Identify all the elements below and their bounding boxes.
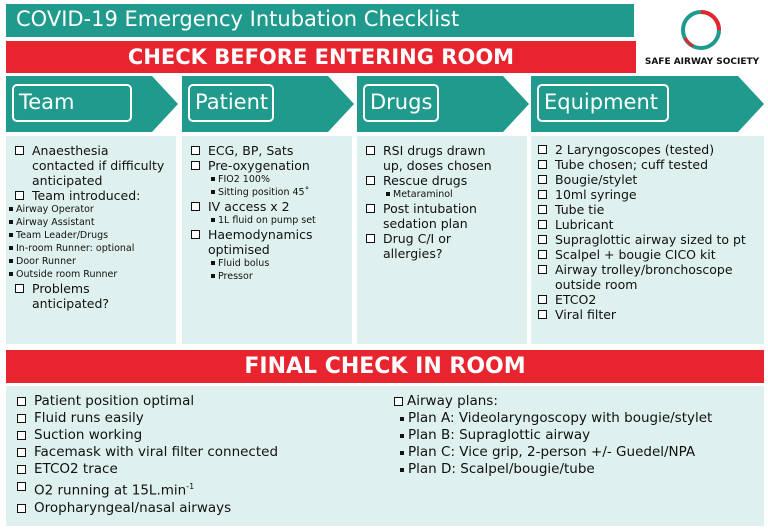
checklist-item[interactable]	[12, 281, 164, 311]
item-line: Anaesthesia	[32, 143, 109, 158]
equipment-header	[531, 76, 764, 132]
item-line: Tube chosen; cuff tested	[555, 157, 709, 172]
checklist-item[interactable]	[12, 143, 164, 188]
team-role: Airway Operator	[6, 203, 164, 216]
final-checklist-item[interactable]	[12, 410, 278, 427]
logo-text: SAFE AIRWAY SOCIETY	[644, 57, 760, 67]
team-role: Outside room Runner	[6, 268, 164, 281]
checklist-item[interactable]	[535, 172, 746, 187]
checklist-item[interactable]	[188, 158, 316, 173]
checkbox[interactable]	[538, 265, 547, 274]
item-line: Post intubation	[383, 201, 477, 216]
final-checklist-item[interactable]	[12, 444, 278, 461]
checkbox[interactable]	[17, 504, 26, 513]
item-line: anticipated	[32, 173, 103, 188]
equipment-panel	[531, 136, 764, 344]
patient-header	[182, 76, 354, 132]
checkbox[interactable]	[17, 397, 26, 406]
item-line: Haemodynamics	[208, 227, 313, 242]
checkbox[interactable]	[17, 448, 26, 457]
checkbox[interactable]	[191, 230, 200, 239]
final-check-banner: FINAL CHECK IN ROOM	[6, 350, 764, 383]
checklist-item[interactable]	[535, 262, 746, 292]
patient-label: Patient	[195, 90, 269, 114]
checkbox[interactable]	[394, 397, 403, 406]
checklist-item[interactable]	[363, 201, 492, 231]
checkbox[interactable]	[538, 250, 547, 259]
item-line: Suction working	[34, 427, 143, 443]
final-check-panel	[6, 386, 764, 526]
item-line: IV access x 2	[208, 199, 290, 214]
item-line: Supraglottic airway sized to pt	[555, 232, 746, 247]
check-before-banner: CHECK BEFORE ENTERING ROOM	[6, 41, 636, 73]
item-line: Patient position optimal	[34, 393, 195, 409]
sub-item: 1L fluid on pump set	[188, 214, 316, 227]
checklist-item[interactable]	[535, 202, 746, 217]
item-line: anticipated?	[32, 296, 110, 311]
checkbox[interactable]	[538, 190, 547, 199]
checkbox[interactable]	[538, 160, 547, 169]
sub-item: FIO2 100%	[188, 173, 316, 186]
sub-item: Pressor	[188, 270, 316, 283]
team-role: Airway Assistant	[6, 216, 164, 229]
checklist-item[interactable]	[535, 292, 746, 307]
team-label: Team	[19, 90, 75, 114]
drugs-panel	[357, 136, 527, 344]
airway-plan: Plan C: Vice grip, 2-person +/- Guedel/NPA	[394, 444, 712, 461]
checklist-item[interactable]	[535, 157, 746, 172]
item-line: ECG, BP, Sats	[208, 143, 294, 158]
checklist-item[interactable]	[363, 231, 492, 261]
item-line: Oropharyngeal/nasal airways	[34, 499, 232, 516]
checklist-item[interactable]	[188, 199, 316, 214]
item-line: optimised	[208, 242, 270, 257]
checkbox[interactable]	[17, 414, 26, 423]
checkbox[interactable]	[191, 202, 200, 211]
checklist-item[interactable]	[535, 247, 746, 262]
sub-item: Metaraminol	[363, 188, 492, 201]
checklist-item[interactable]	[12, 188, 164, 203]
checkbox[interactable]	[15, 146, 24, 155]
item-line: Tube tie	[555, 202, 605, 217]
checkbox[interactable]	[538, 310, 547, 319]
checkbox[interactable]	[15, 284, 24, 293]
final-checklist-item[interactable]	[12, 500, 278, 517]
checkbox[interactable]	[366, 234, 375, 243]
superscript: -1	[186, 482, 195, 491]
checklist-item[interactable]	[363, 143, 492, 173]
final-checklist-item[interactable]	[12, 478, 278, 500]
checkbox[interactable]	[15, 191, 24, 200]
item-line: Problems	[32, 281, 90, 296]
checkbox[interactable]	[538, 145, 547, 154]
equipment-label: Equipment	[544, 90, 658, 114]
checklist-item[interactable]	[363, 173, 492, 188]
page-title: COVID-19 Emergency Intubation Checklist	[16, 7, 460, 31]
checkbox[interactable]	[366, 176, 375, 185]
item-line: Lubricant	[555, 217, 614, 232]
team-role: In-room Runner: optional	[6, 242, 164, 255]
airway-plan: Plan B: Supraglottic airway	[394, 427, 712, 444]
checklist-item[interactable]	[535, 217, 746, 232]
item-line: Facemask with viral filter connected	[34, 444, 279, 460]
checkbox[interactable]	[538, 295, 547, 304]
checkbox[interactable]	[191, 161, 200, 170]
item-line: sedation plan	[383, 216, 468, 231]
item-line: allergies?	[383, 246, 443, 261]
airway-plans-heading[interactable]	[394, 393, 712, 410]
team-role: Team Leader/Drugs	[6, 229, 164, 242]
drugs-header	[357, 76, 529, 132]
checkbox[interactable]	[538, 205, 547, 214]
final-checklist-item[interactable]	[12, 461, 278, 478]
item-line: 2 Laryngoscopes (tested)	[555, 142, 715, 157]
checkbox[interactable]	[538, 175, 547, 184]
item-line: Airway plans:	[407, 393, 498, 409]
final-checklist-item[interactable]	[12, 393, 278, 410]
sub-item: Fluid bolus	[188, 257, 316, 270]
team-header	[6, 76, 178, 132]
airway-plan: Plan A: Videolaryngoscopy with bougie/stylet	[394, 410, 712, 427]
item-line: contacted if difficulty	[32, 158, 165, 173]
checkbox[interactable]	[17, 431, 26, 440]
item-line: Scalpel + bougie CICO kit	[555, 247, 716, 262]
item-line: ETCO2	[555, 292, 597, 307]
checklist-item[interactable]	[535, 142, 746, 157]
checkbox[interactable]	[191, 146, 200, 155]
title-bar	[6, 4, 634, 37]
drugs-label: Drugs	[370, 90, 433, 114]
team-panel	[6, 136, 176, 344]
item-line: Drug C/I or	[383, 231, 451, 246]
safe-airway-society-logo	[638, 2, 766, 74]
item-line: Team introduced:	[32, 188, 141, 203]
checkbox[interactable]	[366, 146, 375, 155]
item-line: ETCO2 trace	[34, 461, 118, 477]
sub-item: Sitting position 45˚	[188, 186, 316, 199]
checklist-item[interactable]	[535, 187, 746, 202]
team-role: Door Runner	[6, 255, 164, 268]
patient-panel	[182, 136, 352, 344]
checkbox[interactable]	[17, 465, 26, 474]
checkbox[interactable]	[366, 204, 375, 213]
item-line: Viral filter	[555, 307, 617, 322]
item-line: up, doses chosen	[383, 158, 492, 173]
item-line: Fluid runs easily	[34, 410, 144, 426]
item-line: Bougie/stylet	[555, 172, 638, 187]
item-line: Airway trolley/bronchoscope	[555, 262, 733, 277]
checkbox[interactable]	[538, 235, 547, 244]
item-line: Pre-oxygenation	[208, 158, 310, 173]
checklist-item[interactable]	[535, 232, 746, 247]
item-line: Rescue drugs	[383, 173, 468, 188]
item-line: outside room	[555, 277, 638, 292]
checklist-item[interactable]	[188, 227, 316, 257]
checkbox[interactable]	[538, 220, 547, 229]
final-checklist-item[interactable]	[12, 427, 278, 444]
item-line: RSI drugs drawn	[383, 143, 486, 158]
checklist-item[interactable]	[535, 307, 746, 322]
checklist-item[interactable]	[188, 143, 316, 158]
airway-plan: Plan D: Scalpel/bougie/tube	[394, 461, 712, 478]
item-line: O2 running at 15L.min	[34, 482, 187, 499]
item-line: 10ml syringe	[555, 187, 637, 202]
logo-ring-icon	[679, 8, 723, 52]
checkbox[interactable]	[17, 482, 26, 491]
